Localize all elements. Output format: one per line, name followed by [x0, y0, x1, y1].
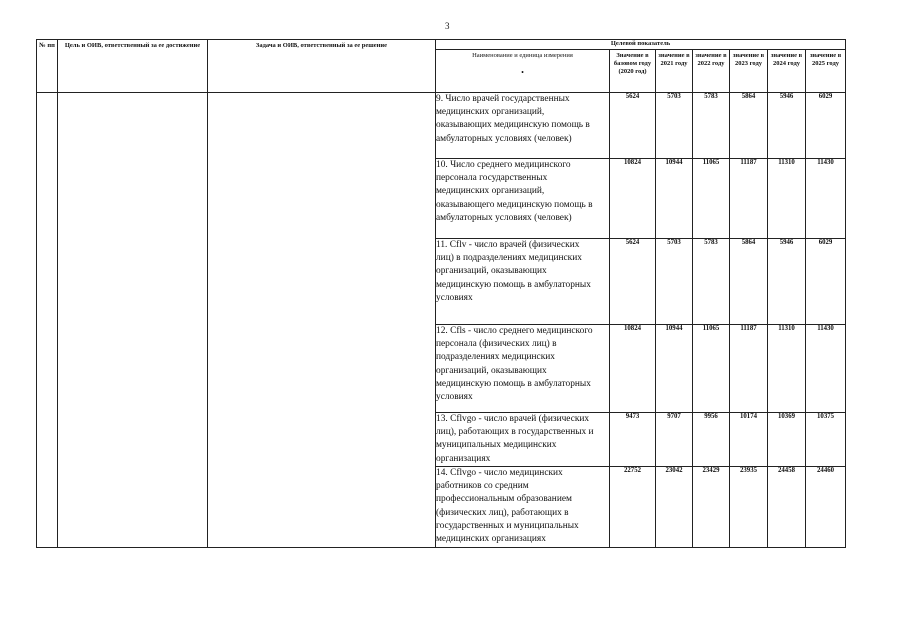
indicator-name-line: 11. Cflv - число врачей (физических	[436, 240, 580, 250]
value-cell: 9707	[656, 413, 693, 467]
indicator-name-line: лиц) в подразделениях медицинских	[436, 253, 582, 264]
value-cell: 5864	[730, 93, 768, 159]
indicator-name-line: работников со средним	[436, 481, 529, 492]
value-cell: 5783	[693, 239, 730, 325]
indicator-name-line: (физических лиц), работающих в	[436, 507, 569, 518]
header-target-indicator: Целевой показатель	[436, 40, 846, 50]
row-number-cell	[37, 93, 58, 548]
indicator-name-line: 13. Cflvgo - число врачей (физических	[436, 414, 590, 424]
value-cell: 10944	[656, 325, 693, 413]
value-cell: 5783	[693, 93, 730, 159]
value-cell: 5946	[768, 239, 806, 325]
value-cell: 11065	[693, 325, 730, 413]
indicator-name-line: 14. Cflvgo - число медицинских	[436, 468, 563, 478]
table-row	[37, 93, 846, 159]
value-cell: 5624	[610, 239, 656, 325]
header-2024: значение в 2024 году	[768, 50, 806, 93]
indicator-name-line: подразделениях медицинских	[436, 352, 555, 363]
indicator-name-line: амбулаторных условиях (человек)	[436, 133, 572, 144]
header-goal: Цель и ОИВ, ответственный за ее достижение	[58, 40, 208, 93]
value-cell: 5624	[610, 93, 656, 159]
value-cell: 11187	[730, 159, 768, 239]
indicator-name-line: медицинских организаций,	[436, 107, 545, 118]
value-cell: 10174	[730, 413, 768, 467]
indicator-name-line: медицинскую помощь в амбулаторных	[436, 279, 591, 290]
value-cell: 10375	[806, 413, 846, 467]
value-cell: 5703	[656, 239, 693, 325]
value-cell: 6029	[806, 93, 846, 159]
indicator-name-line: 10. Число среднего медицинского	[436, 160, 571, 170]
value-cell: 10824	[610, 325, 656, 413]
indicator-name-line: оказывающих медицинскую помощь в	[436, 120, 590, 131]
indicator-name-line: 9. Число врачей государственных	[436, 94, 570, 104]
goal-cell	[58, 93, 208, 548]
indicator-name-line: профессиональным образованием	[436, 494, 572, 505]
value-cell: 22752	[610, 467, 656, 548]
value-cell: 11065	[693, 159, 730, 239]
indicator-name-line: 12. Cfls - число среднего медицинского	[436, 326, 593, 336]
indicator-name-line: государственных и муниципальных	[436, 520, 579, 531]
header-base-year: Значение в базовом году (2020 год)	[610, 50, 656, 93]
value-cell: 11430	[806, 325, 846, 413]
value-cell: 10824	[610, 159, 656, 239]
value-cell: 9956	[693, 413, 730, 467]
header-2025: значение в 2025 году	[806, 50, 846, 93]
indicator-name-line: организаций, оказывающих	[436, 365, 547, 376]
value-cell: 11187	[730, 325, 768, 413]
indicator-name-line: медицинскую помощь в амбулаторных	[436, 378, 591, 389]
value-cell: 5703	[656, 93, 693, 159]
bullet-mark: •	[521, 68, 524, 77]
indicator-name-line: персонала (физических лиц) в	[436, 339, 557, 350]
indicator-name-line: амбулаторных условиях (человек)	[436, 212, 572, 223]
indicator-name-line: организаций, оказывающих	[436, 266, 547, 277]
page-number: 3	[445, 21, 450, 31]
value-cell: 10944	[656, 159, 693, 239]
indicator-name-line: условиях	[436, 292, 473, 303]
value-cell: 24460	[806, 467, 846, 548]
indicator-name-line: персонала государственных	[436, 173, 548, 184]
header-indicator-name-label: Наименование и единица измерения	[472, 52, 573, 59]
target-indicators-table	[36, 39, 846, 548]
header-2023: значение в 2023 году	[730, 50, 768, 93]
header-no: № пп	[37, 40, 58, 93]
indicator-name-cell	[436, 413, 610, 467]
indicator-name-line: условиях	[436, 392, 473, 403]
value-cell: 11430	[806, 159, 846, 239]
value-cell: 23429	[693, 467, 730, 548]
value-cell: 23042	[656, 467, 693, 548]
indicator-name-line: лиц), работающих в государственных и	[436, 427, 594, 438]
value-cell: 10369	[768, 413, 806, 467]
value-cell: 5946	[768, 93, 806, 159]
header-indicator-name	[436, 50, 610, 93]
value-cell: 23935	[730, 467, 768, 548]
value-cell: 24458	[768, 467, 806, 548]
indicator-name-line: муниципальных медицинских	[436, 440, 557, 451]
value-cell: 9473	[610, 413, 656, 467]
header-2021: значение в 2021 году	[656, 50, 693, 93]
indicator-name-line: организациях	[436, 453, 491, 464]
header-task: Задача и ОИВ, ответственный за ее решение	[208, 40, 436, 93]
value-cell: 11310	[768, 159, 806, 239]
indicator-name-cell	[436, 93, 610, 159]
indicator-name-cell	[436, 325, 610, 413]
value-cell: 5864	[730, 239, 768, 325]
value-cell: 6029	[806, 239, 846, 325]
indicator-name-line: медицинских организаций,	[436, 186, 545, 197]
indicator-name-cell	[436, 467, 610, 548]
header-2022: значение в 2022 году	[693, 50, 730, 93]
indicator-name-cell	[436, 159, 610, 239]
indicator-name-line: медицинских организациях	[436, 534, 546, 545]
indicator-name-cell	[436, 239, 610, 325]
task-cell	[208, 93, 436, 548]
value-cell: 11310	[768, 325, 806, 413]
indicator-name-line: оказывающего медицинскую помощь в	[436, 199, 593, 210]
